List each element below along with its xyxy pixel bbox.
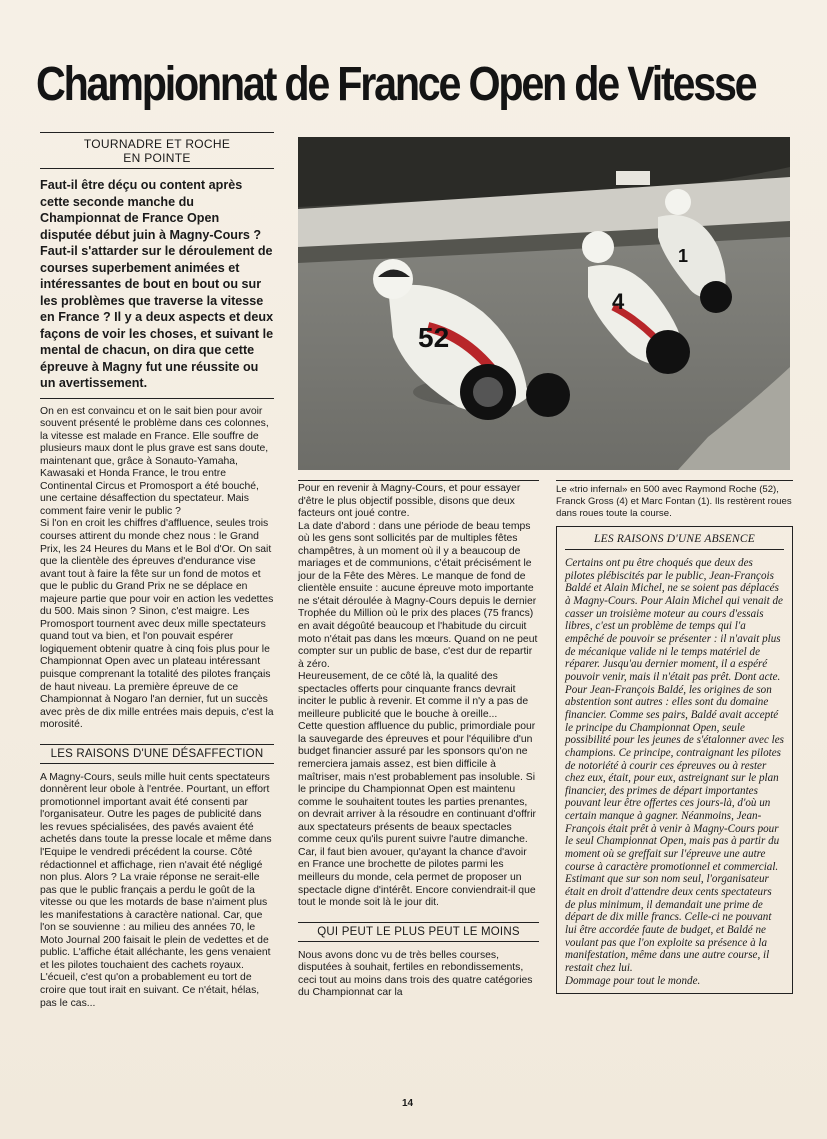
- column-left: [40, 132, 274, 1010]
- divider: [40, 398, 274, 399]
- section-title-line: EN POINTE: [123, 151, 191, 165]
- race-photo: [298, 137, 790, 470]
- sidebar-box: [556, 526, 793, 994]
- column-middle: [298, 480, 539, 1000]
- section-title-line: TOURNADRE ET ROCHE: [83, 137, 231, 151]
- divider: [40, 168, 274, 169]
- bike-number: 52: [418, 322, 450, 353]
- body-text: Pour en revenir à Magny-Cours, et pour essayer d'être le plus objectif possible, disons que deux facteurs ont joué contre. La date d'abord : dans une période de beau temps où les gens sont sollicités par de multiples fêtes champêtres, à un moment où il y a beaucoup de mariages et de communions, c'était précisément le jour de la Fête des Mères. Le manque de fond de clientèle ensuite : aucune épreuve moto importante ne s'était déroulée à Magny-Cours depuis le dernier Trophée du Million où le prix des places (75 francs) en avait dégoûté beaucoup et l'habitude du circuit moto n'était pas dans les mœurs. Quand on ne peut compter sur un public de base, c'est dur de repartir à zéro. Heureusement, de ce côté là, la qualité des spectacles offerts pour cinquante francs devrait inciter le public à revenir. Et comme il n'y a pas de meilleure publicité que le bouche à oreille... Cette question affluence du public, primordiale pour la sauvegarde des épreuves et pour l'équilibre d'un budget financier assuré par les sponsors qu'on ne remerciera jamais assez, est bien difficile à maîtriser, mais n'est probablement pas insoluble. Si le principe du Championnat Open est maintenu comme le souhaitent toutes les parties prenantes, on devrait arriver à la résoudre en continuant d'offrir aux spectateurs présents de beaux spectacles comme ceux qu'ils purent suivre l'autre dimanche. Car, il faut bien avouer, qu'ayant la chance d'avoir en France une brochette de pilotes parmi les meilleurs du monde, cela permet de proposer un spectacle digne d'intérêt. Encore conviendrait-il que tout le monde soit là le jour dit.: [298, 483, 538, 909]
- bike-number: 1: [678, 246, 689, 266]
- divider: [556, 480, 793, 481]
- body-text: On en est convaincu et on le sait bien pour avoir souvent présenté le problème dans ces colonnes, la vitesse est malade en France. Elle souffre de plusieurs maux dont le plus grave est sans doute, maintenant que, grâce à Sonauto-Yamaha, Kawasaki et Honda France, le trou entre Continental Circus et Promosport a été bouché, une certaine désaffection du spectateur. Mais comment faire venir le public ? Si l'on en croit les chiffres d'affluence, seules trois courses attirent du monde chez nous : le Grand Prix, les 24 Heures du Mans et le Bol d'Or. On sait que la clientèle des épreuves d'endurance vise avant tout à faire la fête sur un fond de motos et que le public du Grand Prix ne se déplace en majeure partie que pour voir en action les vedettes du 500. Mais sinon ? Sinon, c'est maigre. Les Promosport tournent avec deux mille spectateurs quand tout va bien, et l'on pouvait espérer logiquement obtenir quatre à cinq fois plus pour le Championnat Open avec un plateau intéressant puisque comprenant la totalité des pilotes français de haut niveau. La première épreuve de ce Championnat à Nogaro l'an dernier, fut un succès avec près de dix mille entrées mais depuis, c'est la morosité.: [40, 405, 274, 731]
- subheading: QUI PEUT LE PLUS PEUT LE MOINS: [298, 922, 539, 942]
- sidebar-text: Certains ont pu être choqués que deux des pilotes plébiscités par le public, Jean-François Baldé et Alain Michel, ne se soient pas déplacés à Magny-Cours. Pour Alain Michel qui venait de casser un troisième moteur au cours d'essais libres, c'est un problème de temps qui l'a empêché de pouvoir se présenter : il n'avait plus de mécanique valide ni le temps matériel de réparer. Jusqu'au dernier moment, il a espéré pouvoir venir, mais il n'était pas prêt. Dont acte. Pour Jean-François Baldé, les origines de son abstention sont autres : elles sont du domaine financier. Comme ses pairs, Baldé avait accepté le principe du Championnat Open, seule possibilité pour les jeunes de s'étalonner avec les champions. Ce principe, contraignant les pilotes de notoriété à courir ces épreuves ou à rester chez eux, était, pour eux, astreignant sur le plan financier, des primes de départ importantes pouvant leur être offertes ces jours-là, d'où un certain manque à gagner. Néanmoins, Jean-François était prêt à venir à Magny-Cours pour le seul Championnat Open, mais pas à partir du moment où se greffait sur l'épreuve une autre course à caractère promotionnel et commercial. Estimant que sur son nom seul, l'organisateur était en droit d'attendre deux cents spectateurs de plus minimum, il demandait une prime de départ de dix mille francs. Celle-ci ne pouvant lui être accordée faute de budget, et Baldé ne voulant pas que l'on exploite sa présence à la manifestation, même dans une autre course, il restait chez lui. Dommage pour tout le monde.: [565, 557, 784, 987]
- divider: [298, 480, 539, 481]
- subheading: LES RAISONS D'UNE DÉSAFFECTION: [40, 744, 274, 764]
- race-photo-image: [298, 137, 790, 470]
- body-text: A Magny-Cours, seuls mille huit cents spectateurs donnèrent leur obole à l'entrée. Pourtant, un effort promotionnel important avait été consenti par l'organisateur. Outre les pages de publicité dans les revues spécialisées, des pavés avaient été achetés dans toute la presse locale et même dans l'Equipe le vendredi précédent la course. Côté rédactionnel et affichage, rien n'avait été négligé non plus. Alors ? La vraie réponse ne serait-elle pas que le public français a perdu le goût de la vitesse ou que les motards de base n'aiment plus les manifestations à caractère national. Car, que l'on se souvienne : au milieu des années 70, le Moto Journal 200 faisait le plein de vedettes et de public. L'affiche était alléchante, les gens venaient et les pilotes touchaient des cachets royaux. L'écueil, c'est qu'on a probablement eu tort de croire que tout irait en suivant. Ce n'était, hélas, pas le cas...: [40, 771, 272, 1009]
- lead-paragraph: Faut-il être déçu ou content après cette seconde manche du Championnat de France Open disputée début juin à Magny-Cours ? Faut-il s'attarder sur le déroulement de courses superbement animées et intéressantes de bout en bout ou sur les problèmes que traverse la vitesse en France ? Il y a deux aspects et deux façons de voir les choses, et suivant le mental de chacun, on dira que cette épreuve à Magny fut une réussite ou un avertissement.: [40, 178, 274, 390]
- body-text: Nous avons donc vu de très belles courses, disputées à souhait, fertiles en rebondissements, ceci tout au moins dans trois des quatre catégories du Championnat car la: [298, 949, 533, 999]
- page-number: 14: [402, 1098, 414, 1109]
- bike-number: 4: [612, 289, 625, 314]
- sidebar-title: LES RAISONS D'UNE ABSENCE: [565, 533, 784, 550]
- section-title: [40, 133, 274, 168]
- column-right: [556, 480, 793, 994]
- headline: Championnat de France Open de Vitesse: [36, 58, 756, 111]
- photo-caption: Le «trio infernal» en 500 avec Raymond Roche (52), Franck Gross (4) et Marc Fontan (1). Ils restèrent roues dans roues toute la course.: [556, 484, 792, 519]
